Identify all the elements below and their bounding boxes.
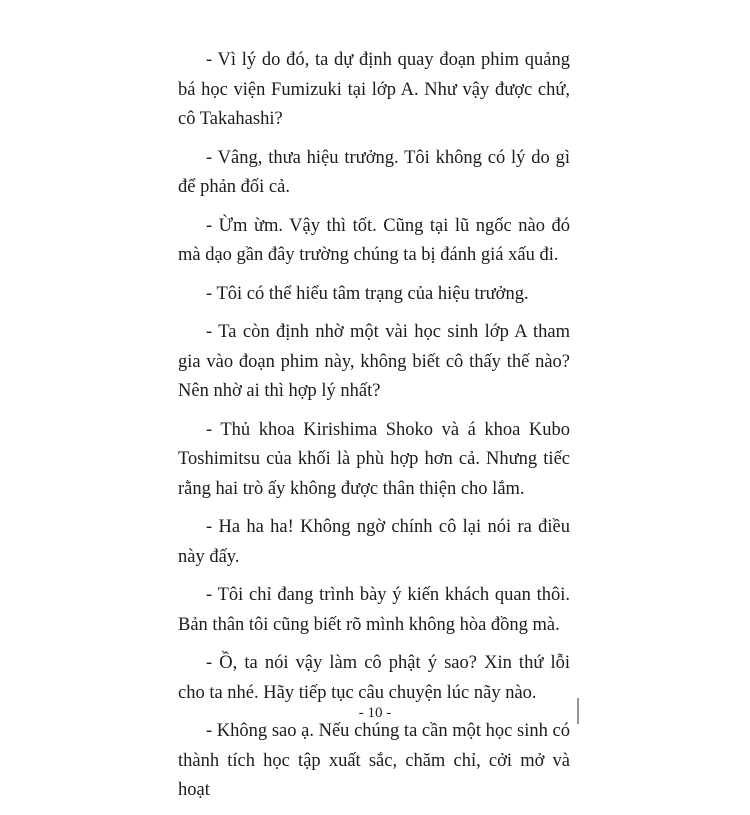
paragraph: - Ồ, ta nói vậy làm cô phật ý sao? Xin thứ lỗi cho ta nhé. Hãy tiếp tục câu chuyện lúc nãy nào. — [178, 653, 570, 703]
body-text — [178, 46, 570, 815]
paragraph: - Vâng, thưa hiệu trưởng. Tôi không có lý do gì để phản đối cả. — [178, 147, 570, 197]
paragraph: - Ta còn định nhờ một vài học sinh lớp A tham gia vào đoạn phim này, không biết cô thấy thế nào? Nên nhờ ai thì hợp lý nhất? — [178, 322, 570, 401]
paragraph: - Tôi chỉ đang trình bày ý kiến khách quan thôi. Bản thân tôi cũng biết rõ mình không hòa đồng mà. — [178, 585, 570, 635]
paragraph: - Vì lý do đó, ta dự định quay đoạn phim quảng bá học viện Fumizuki tại lớp A. Như vậy được chứ, cô Takahashi? — [178, 50, 570, 129]
paragraph: - Tôi có thể hiểu tâm trạng của hiệu trưởng. — [206, 283, 529, 304]
paragraph: - Không sao ạ. Nếu chúng ta cần một học sinh có thành tích học tập xuất sắc, chăm chỉ, cởi mở và hoạt — [178, 721, 570, 800]
paragraph: - Ừm ừm. Vậy thì tốt. Cũng tại lũ ngốc nào đó mà dạo gần đây trường chúng ta bị đánh giá xấu đi. — [178, 215, 570, 265]
paragraph: - Thủ khoa Kirishima Shoko và á khoa Kubo Toshimitsu của khối là phù hợp hơn cả. Nhưng tiếc rằng hai trò ấy không được thân thiện cho lắm. — [178, 419, 570, 499]
page-number: - 10 - — [358, 705, 392, 721]
paragraph: - Ha ha ha! Không ngờ chính cô lại nói ra điều này đấy. — [178, 517, 570, 567]
page-edge-mark — [577, 698, 579, 724]
